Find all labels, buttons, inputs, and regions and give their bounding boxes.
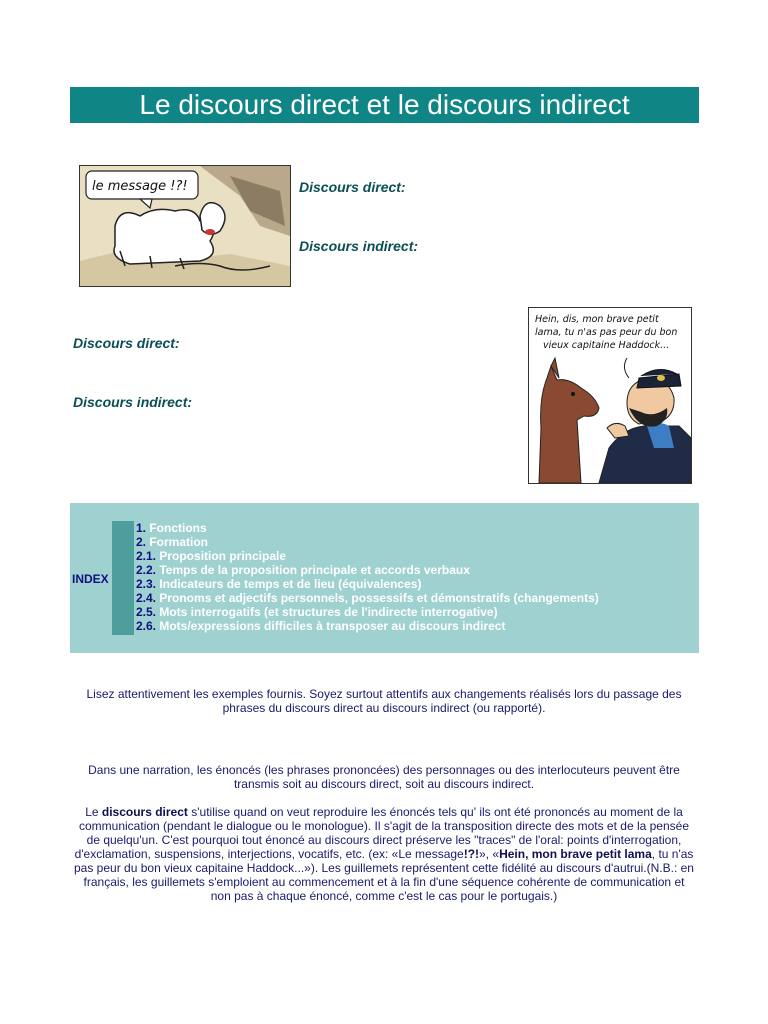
comic2-bubble-line-2: lama, tu n'as pas peur du bon (535, 327, 678, 338)
comic-haddock-image (528, 307, 692, 484)
comic-snowy-image (79, 165, 291, 287)
dog-illustration (80, 166, 290, 286)
index-link-indicateurs[interactable]: 2.3. Indicateurs de temps et de lieu (équivalences) (136, 577, 422, 591)
index-link-temps[interactable]: 2.2. Temps de la proposition principale et accords verbaux (136, 563, 470, 577)
narration-paragraph: Dans une narration, les énoncés (les phrases prononcées) des personnages ou des interlocuteurs peuvent être transmis soit au discours direct, soit au discours indirect. (88, 763, 680, 791)
index-link-formation[interactable]: 2. Formation (136, 535, 209, 549)
index-label: INDEX (72, 572, 109, 586)
index-list (136, 521, 599, 633)
discours-indirect-label-1: Discours indirect: (299, 238, 419, 254)
index-link-fonctions[interactable]: 1. Fonctions (136, 521, 207, 535)
discours-direct-paragraph: Le discours direct s'utilise quand on veut reproduire les énoncés tels qu' ils ont été prononcés au moment de la communication (pendant le dialogue ou le monologue). Il s'agit de la transposition directe des mots et de la pensée de quelqu'un. C'est pourquoi tout énoncé au discours direct préserve les "traces" de l'oral: points d'interrogation, d'exclamation, suspensions, interjections, vocatifs, etc. (ex: «Le message!?!», «Hein, mon brave petit lama, tu n'as pas peur du bon vieux capitaine Haddock...»). Les guillemets représentent cette fidélité au discours d'autrui.(N.B.: en français, les guillemets s'emploient au commencement et à la fin d'une séquence cohérente de communication et non pas à chaque énoncé, comme c'est le cas pour le portugais.) (74, 805, 694, 903)
index-strip (112, 521, 134, 635)
index-link-mots-difficiles[interactable]: 2.6. Mots/expressions difficiles à transposer au discours indirect (136, 619, 506, 633)
index-panel (70, 503, 699, 653)
comic2-bubble-line-1: Hein, dis, mon brave petit (535, 314, 659, 325)
haddock-lama-illustration (529, 308, 691, 483)
index-link-proposition-principale[interactable]: 2.1. Proposition principale (136, 549, 287, 563)
discours-indirect-label-2: Discours indirect: (73, 394, 193, 410)
index-link-mots-interrogatifs[interactable]: 2.5. Mots interrogatifs (et structures de l'indirecte interrogative) (136, 605, 498, 619)
comic1-bubble-text: le message !?! (92, 179, 188, 194)
discours-direct-label-1: Discours direct: (299, 179, 406, 195)
discours-direct-label-2: Discours direct: (73, 335, 180, 351)
index-link-pronoms[interactable]: 2.4. Pronoms et adjectifs personnels, possessifs et démonstratifs (changements) (136, 591, 599, 605)
intro-paragraph: Lisez attentivement les exemples fournis. Soyez surtout attentifs aux changements réalisés lors du passage des phrases du discours direct au discours indirect (ou rapporté). (86, 687, 682, 715)
comic2-bubble-line-3: vieux capitaine Haddock... (543, 340, 670, 351)
page-title: Le discours direct et le discours indirect (70, 87, 699, 123)
